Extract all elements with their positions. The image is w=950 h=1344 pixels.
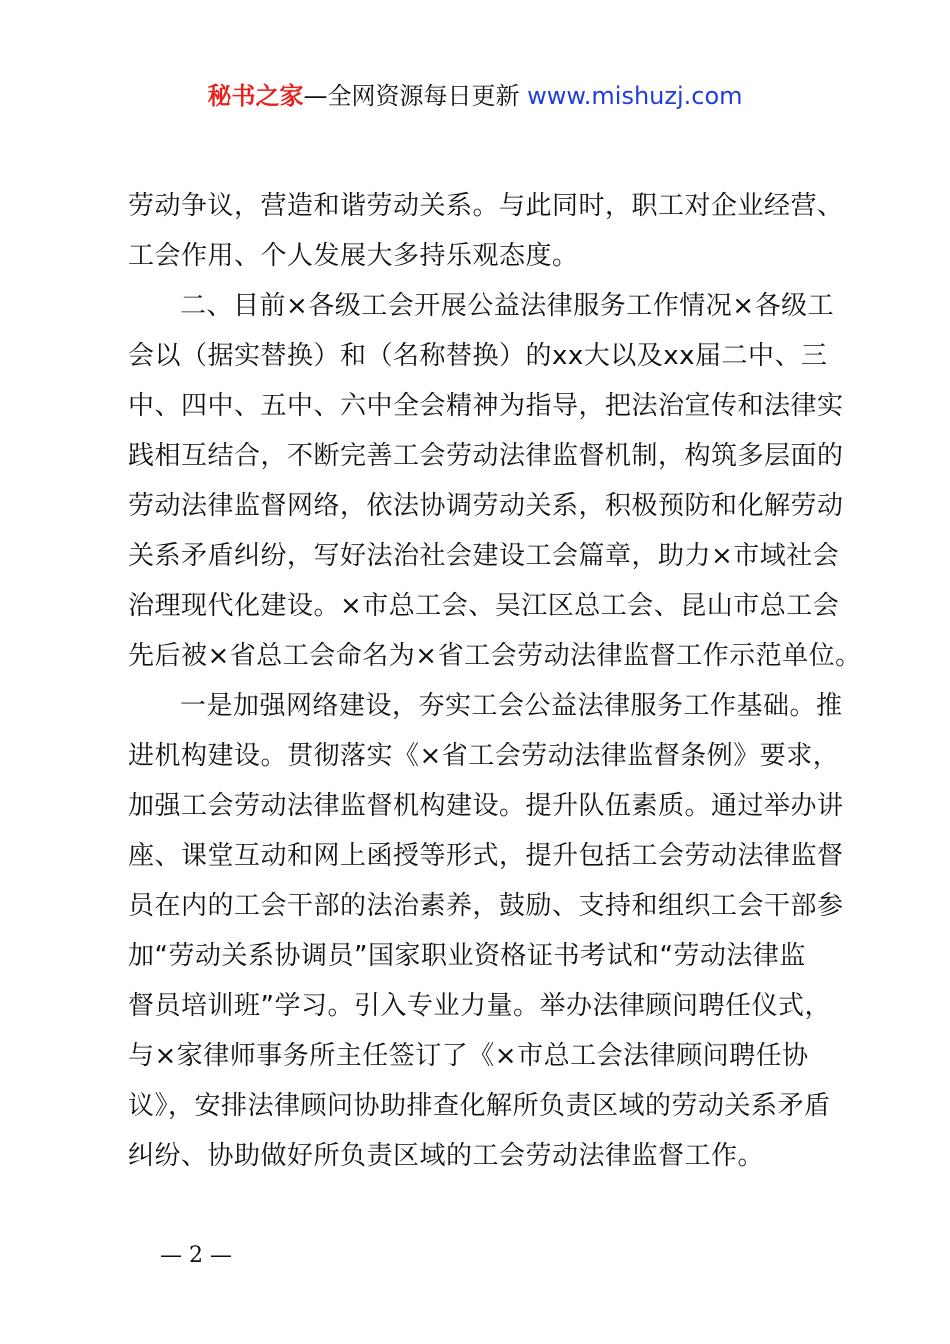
text-line: 中、四中、五中、六中全会精神为指导，把法治宣传和法律实 bbox=[128, 391, 844, 421]
text-line: 督员培训班”学习。引入专业力量。举办法律顾问聘任仪式， bbox=[128, 991, 831, 1021]
site-header bbox=[0, 80, 950, 112]
text-line: 一是加强网络建设，夯实工会公益法律服务工作基础。推 bbox=[180, 691, 843, 721]
text-line: 进机构建设。贯彻落实《×省工会劳动法律监督条例》要求， bbox=[128, 741, 840, 771]
text-line: 先后被×省总工会命名为×省工会劳动法律监督工作示范单位。 bbox=[128, 641, 862, 671]
document-body bbox=[128, 181, 862, 1181]
text-line: 劳动争议，营造和谐劳动关系。与此同时，职工对企业经营、 bbox=[128, 191, 844, 221]
site-brand: 秘书之家 bbox=[207, 82, 304, 110]
text-line: 治理现代化建设。×市总工会、吴江区总工会、昆山市总工会 bbox=[128, 591, 840, 621]
text-line: 员在内的工会干部的法治素养，鼓励、支持和组织工会干部参 bbox=[128, 891, 844, 921]
text-line: 劳动法律监督网络，依法协调劳动关系，积极预防和化解劳动 bbox=[128, 491, 844, 521]
text-line: 议》，安排法律顾问协助排查化解所负责区域的劳动关系矛盾 bbox=[128, 1091, 831, 1121]
text-line: 关系矛盾纠纷，写好法治社会建设工会篇章，助力×市域社会 bbox=[128, 541, 840, 571]
text-line: 践相互结合，不断完善工会劳动法律监督机制，构筑多层面的 bbox=[128, 441, 844, 471]
text-line: 与×家律师事务所主任签订了《×市总工会法律顾问聘任协 bbox=[128, 1041, 809, 1071]
text-line: 加强工会劳动法律监督机构建设。提升队伍素质。通过举办讲 bbox=[128, 791, 844, 821]
text-line: 纠纷、协助做好所负责区域的工会劳动法律监督工作。 bbox=[128, 1141, 765, 1171]
text-line: 加“劳动关系协调员”国家职业资格证书考试和“劳动法律监 bbox=[128, 941, 806, 971]
text-line: 工会作用、个人发展大多持乐观态度。 bbox=[128, 241, 579, 271]
text-line: 二、目前×各级工会开展公益法律服务工作情况×各级工 bbox=[180, 291, 835, 321]
site-url-link[interactable]: www.mishuzj.com bbox=[527, 82, 743, 110]
text-line: 座、课堂互动和网上函授等形式，提升包括工会劳动法律监督 bbox=[128, 841, 844, 871]
text-line: 会以（据实替换）和（名称替换）的xx大以及xx届二中、三 bbox=[128, 341, 828, 371]
page-number: — 2 — bbox=[160, 1243, 232, 1268]
site-tagline: —全网资源每日更新 bbox=[303, 82, 520, 110]
